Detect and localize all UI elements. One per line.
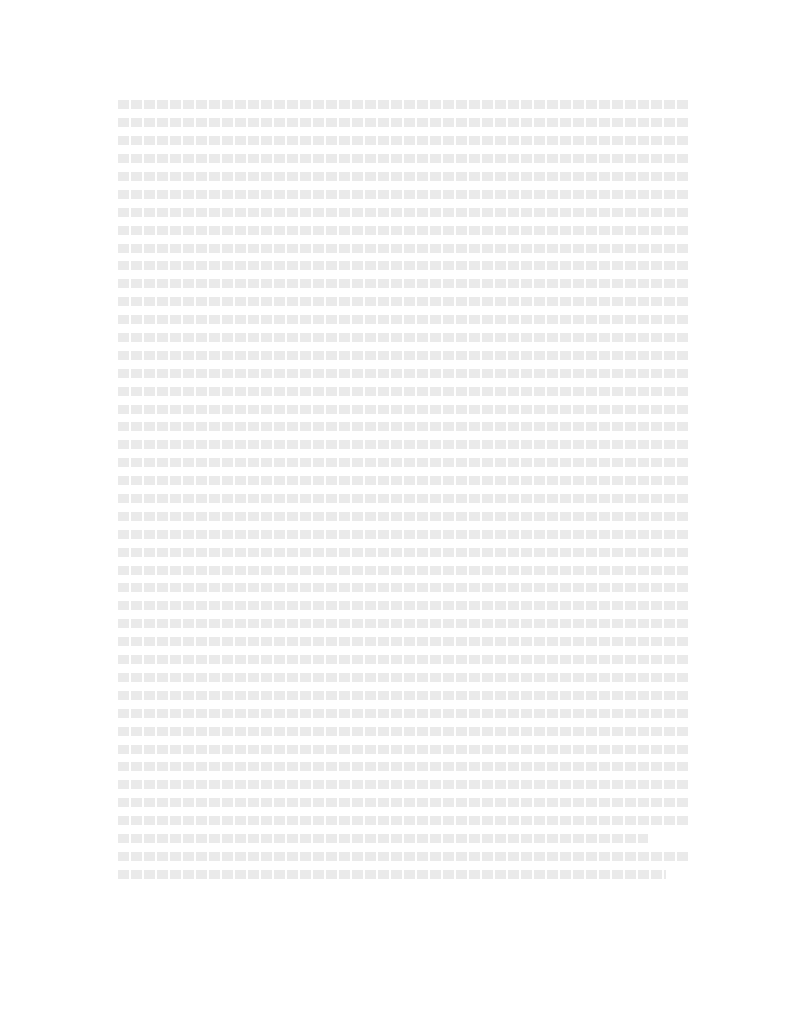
text-line-38 <box>118 758 690 776</box>
text-line-37 <box>118 740 690 758</box>
text-line-36 <box>118 722 690 740</box>
text-line-43 <box>118 847 690 865</box>
text-line-26 <box>118 543 690 561</box>
text-line-4 <box>118 150 690 168</box>
text-line-32 <box>118 651 690 669</box>
text-line-33 <box>118 669 690 687</box>
text-line-28 <box>118 579 690 597</box>
text-line-16 <box>118 364 690 382</box>
text-line-30 <box>118 615 690 633</box>
text-line-22 <box>118 472 690 490</box>
text-line-14 <box>118 329 690 347</box>
text-line-13 <box>118 311 690 329</box>
text-line-5 <box>118 168 690 186</box>
text-line-42 <box>118 830 648 848</box>
text-line-34 <box>118 686 690 704</box>
text-line-11 <box>118 275 690 293</box>
text-line-24 <box>118 507 690 525</box>
text-line-7 <box>118 203 690 221</box>
text-line-21 <box>118 454 690 472</box>
text-line-40 <box>118 794 690 812</box>
text-line-23 <box>118 490 690 508</box>
text-line-44 <box>118 865 666 883</box>
text-line-2 <box>118 114 690 132</box>
text-line-12 <box>118 293 690 311</box>
text-line-35 <box>118 704 690 722</box>
text-line-27 <box>118 561 690 579</box>
text-line-9 <box>118 239 690 257</box>
text-line-41 <box>118 812 690 830</box>
text-line-10 <box>118 257 690 275</box>
document-body <box>118 96 690 883</box>
text-line-3 <box>118 132 690 150</box>
text-line-20 <box>118 436 690 454</box>
text-line-8 <box>118 221 690 239</box>
text-line-1 <box>118 96 690 114</box>
text-line-31 <box>118 633 690 651</box>
text-line-6 <box>118 185 690 203</box>
text-line-25 <box>118 525 690 543</box>
text-line-17 <box>118 382 690 400</box>
text-line-19 <box>118 418 690 436</box>
text-line-39 <box>118 776 690 794</box>
text-line-18 <box>118 400 690 418</box>
text-line-29 <box>118 597 690 615</box>
text-line-15 <box>118 346 690 364</box>
